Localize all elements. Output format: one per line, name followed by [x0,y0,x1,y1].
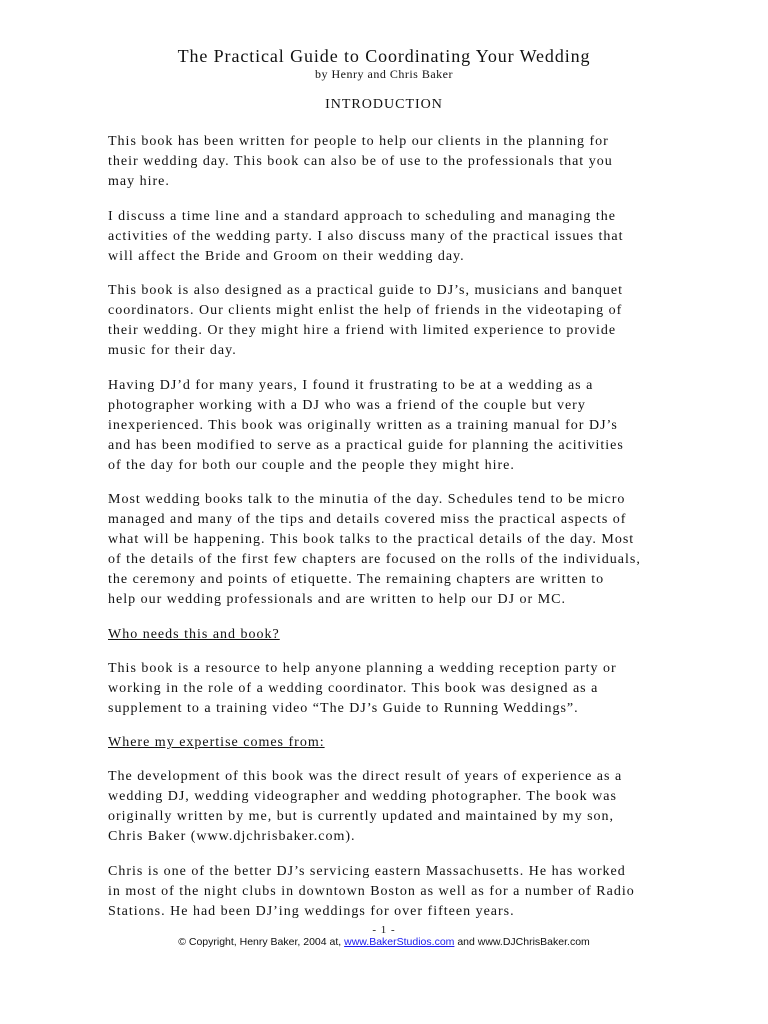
paragraph-line: The development of this book was the direct result of years of experience as a [108,769,623,784]
paragraph-line: the ceremony and points of etiquette. The remaining chapters are written to [108,572,605,587]
paragraph-line: music for their day. [108,343,237,358]
paragraph-line: supplement to a training video “The DJ’s Guide to Running Weddings”. [108,700,579,716]
paragraph-line: Chris is one of the better DJ’s servicing eastern Massachusetts. He has worked [108,863,626,879]
document-byline: by Henry and Chris Baker [315,67,453,81]
paragraph-line: what will be happening. This book talks to the practical details of the day. Most [108,532,635,547]
paragraph-line: in most of the night clubs in downtown Boston as well as for a number of Radio [108,883,635,899]
paragraph [108,490,700,610]
paragraph-line: originally written by me, but is currently updated and maintained by my son, [108,809,615,824]
subheading-who-needs-book: Who needs this and book? [108,626,280,642]
paragraph-line: coordinators. Our clients might enlist the help of friends in the videotaping of [108,303,623,318]
paragraph [108,281,700,361]
section-heading-introduction: INTRODUCTION [325,97,443,112]
document-title: The Practical Guide to Coordinating Your Wedding [177,46,591,66]
paragraph-line: inexperienced. This book was originally written as a training manual for DJ’s [108,417,618,433]
paragraph [108,207,700,267]
paragraph-line: managed and many of the tips and details covered miss the practical aspects of [108,512,627,527]
paragraph-line: of the details of the first few chapters are focused on the rolls of the individuals, [108,552,641,567]
paragraph-line: photographer working with a DJ who was a friend of the couple but very [108,397,586,413]
paragraph-line: wedding DJ, wedding videographer and wedding photographer. The book was [108,789,617,804]
bakerstudios-link[interactable]: www.BakerStudios.com [344,936,455,948]
paragraph-line: I discuss a time line and a standard approach to scheduling and managing the [108,208,616,224]
paragraph-line: This book is also designed as a practical guide to DJ’s, musicians and banquet [108,283,624,298]
paragraph-line: their wedding. Or they might hire a friend with limited experience to provide [108,323,617,338]
paragraph-line: activities of the wedding party. I also discuss many of the practical issues that [108,228,624,244]
paragraph-line: This book is a resource to help anyone planning a wedding reception party or [108,660,617,676]
paragraph-line: Stations. He had been DJ’ing weddings for over fifteen years. [108,903,515,919]
paragraph-line: Having DJ’d for many years, I found it frustrating to be at a wedding as a [108,377,594,393]
copyright-suffix: and www.DJChrisBaker.com [454,936,590,948]
paragraph [108,862,700,922]
paragraph-line: help our wedding professionals and are written to help our DJ or MC. [108,592,566,607]
paragraph-line: their wedding day. This book can also be of use to the professionals that you [108,154,613,169]
copyright-footer [0,936,768,948]
subheading-expertise: Where my expertise comes from: [108,735,325,750]
paragraph [108,132,700,192]
paragraph [108,659,700,719]
paragraph-line: of the day for both our couple and the people they might hire. [108,457,515,473]
paragraph-line: Chris Baker (www.djchrisbaker.com). [108,829,356,844]
page-number: - 1 - [372,924,396,936]
paragraph-line: This book has been written for people to help our clients in the planning for [108,134,609,149]
paragraph-line: and has been modified to serve as a practical guide for planning the acitivities [108,437,624,453]
paragraph-line: will affect the Bride and Groom on their wedding day. [108,248,465,264]
copyright-prefix: © Copyright, Henry Baker, 2004 at, [178,936,345,948]
paragraph-line: may hire. [108,174,170,189]
paragraph-line: working in the role of a wedding coordinator. This book was designed as a [108,680,599,696]
paragraph [108,376,700,476]
document-body [108,132,700,936]
paragraph-line: Most wedding books talk to the minutia of the day. Schedules tend to be micro [108,492,626,507]
paragraph [108,767,700,847]
